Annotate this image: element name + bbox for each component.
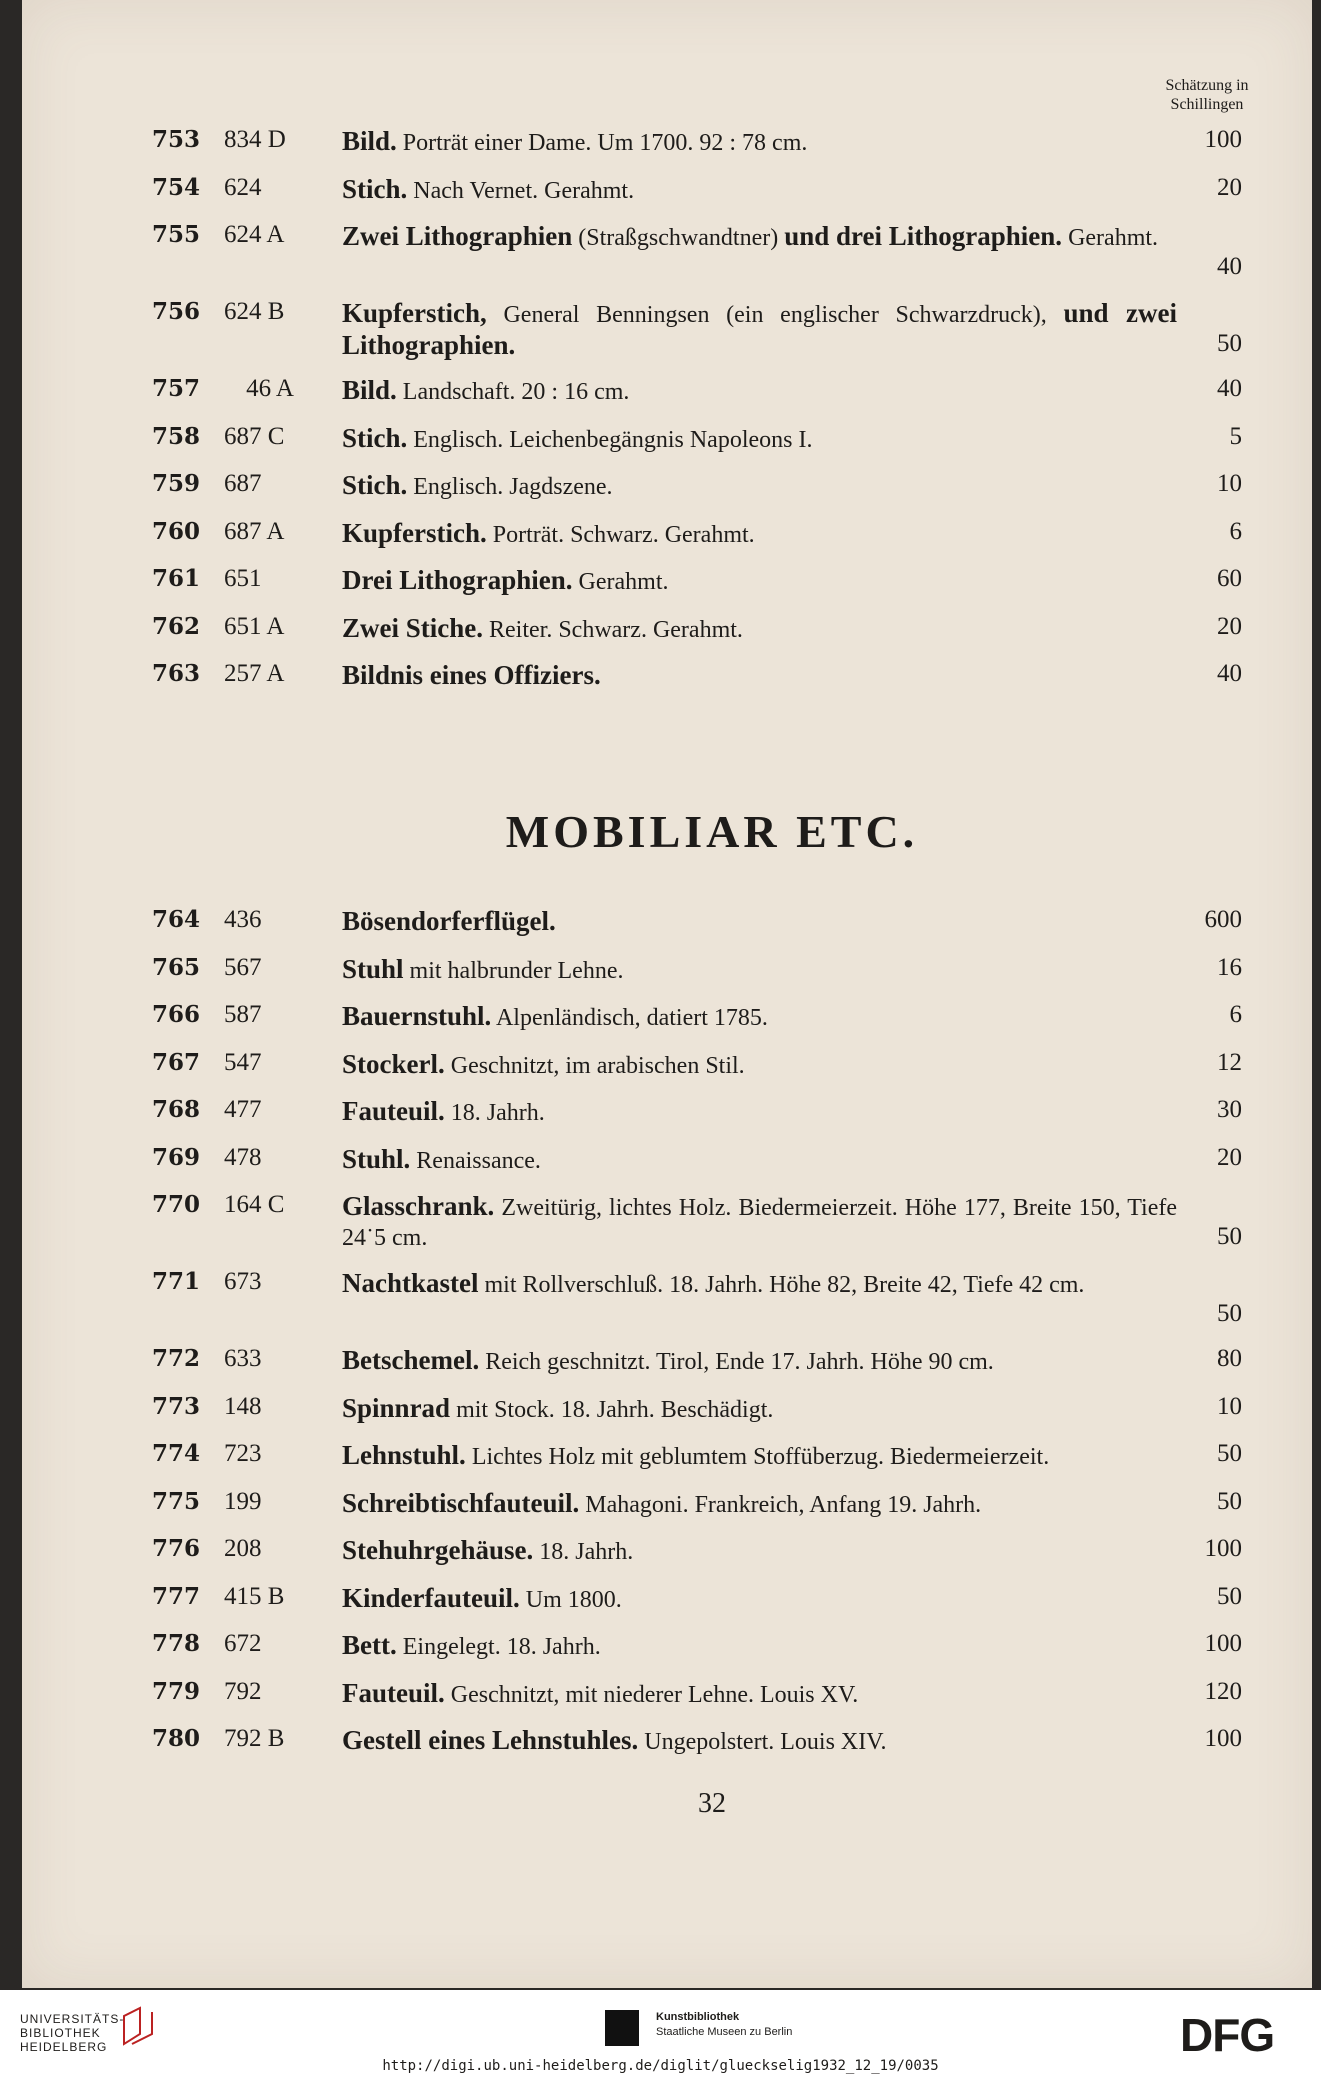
lot-row — [22, 126, 1312, 172]
lot-details: (Straßgschwandtner) — [572, 225, 785, 251]
inventory-number: 436 — [224, 906, 262, 933]
lot-row — [22, 1345, 1312, 1391]
inventory-number: 477 — [224, 1096, 262, 1123]
lot-title: Bild. — [342, 375, 397, 405]
lot-description — [342, 1096, 1177, 1128]
lot-details: Gerahmt. — [572, 569, 669, 595]
inventory-number: 651 — [224, 565, 262, 592]
estimate-price: 600 — [1204, 906, 1242, 933]
lot-description — [342, 1535, 1177, 1567]
lot-row — [22, 1535, 1312, 1581]
lot-row — [22, 613, 1312, 659]
inventory-number: 208 — [224, 1535, 262, 1562]
lot-title: Stockerl. — [342, 1048, 445, 1079]
lot-title: Stuhl. — [342, 1143, 411, 1174]
lot-number: 762 — [152, 612, 201, 640]
estimate-price: 50 — [1217, 330, 1242, 357]
lot-description — [342, 1393, 1177, 1425]
lot-details: Eingelegt. 18. Jahrh. — [396, 1634, 601, 1660]
lot-details: Alpenländisch, datiert 1785. — [491, 1005, 768, 1031]
lot-details: Geschnitzt, im arabischen Stil. — [444, 1052, 745, 1079]
estimate-price: 50 — [1217, 1487, 1242, 1515]
lot-description — [342, 613, 1177, 645]
university-library-logo[interactable] — [20, 2012, 124, 2054]
lot-number: 764 — [152, 906, 201, 933]
estimate-price: 20 — [1217, 173, 1242, 201]
inventory-number: 257 A — [224, 660, 285, 687]
inventory-number: 792 — [224, 1677, 262, 1705]
inventory-number: 478 — [224, 1143, 262, 1171]
inventory-number: 687 — [224, 470, 262, 497]
lot-title: und zwei Lithographien. — [342, 298, 1177, 360]
lot-details: Ungepolstert. Louis XIV. — [638, 1729, 887, 1755]
estimate-price: 40 — [1217, 253, 1242, 280]
lot-description — [342, 906, 1177, 938]
lot-details: Renaissance. — [410, 1147, 541, 1174]
lot-row — [22, 906, 1312, 952]
lot-row — [22, 298, 1312, 376]
lot-row — [22, 1630, 1312, 1676]
estimate-price: 50 — [1217, 1582, 1242, 1610]
lot-row — [22, 1583, 1312, 1629]
lot-details: mit Stock. 18. Jahrh. Beschädigt. — [450, 1396, 774, 1423]
estimate-price: 120 — [1204, 1677, 1242, 1705]
catalog-page — [22, 0, 1312, 1988]
lot-number: 769 — [152, 1143, 201, 1171]
lot-title: Bildnis eines Offiziers. — [342, 660, 601, 690]
lot-row — [22, 1096, 1312, 1142]
lot-details: Mahagoni. Frankreich, Anfang 19. Jahrh. — [579, 1491, 982, 1518]
lot-description — [342, 954, 1177, 986]
lot-row — [22, 1144, 1312, 1190]
lot-row — [22, 1191, 1312, 1269]
lot-row — [22, 423, 1312, 469]
lot-row — [22, 518, 1312, 564]
lot-description — [342, 1345, 1177, 1377]
lot-number: 765 — [152, 953, 201, 981]
lot-title: Kinderfauteuil. — [342, 1582, 520, 1613]
inventory-number: 46 A — [246, 375, 294, 402]
estimate-price: 5 — [1229, 422, 1242, 450]
inventory-number: 651 A — [224, 612, 285, 640]
estimate-price: 40 — [1217, 375, 1242, 402]
inventory-number: 199 — [224, 1487, 262, 1515]
lot-description — [342, 470, 1177, 502]
inventory-number: 624 — [224, 173, 262, 201]
uni-logo-line2: BIBLIOTHEK — [20, 2026, 101, 2040]
lot-number: 757 — [152, 375, 201, 402]
lot-number: 758 — [152, 422, 201, 450]
estimate-column-header — [1132, 76, 1282, 114]
lot-description — [342, 660, 1177, 692]
lot-details: Lichtes Holz mit geblumtem Stoffüberzug. Biedermeierzeit. — [465, 1444, 1050, 1470]
lot-number: 754 — [152, 173, 201, 201]
estimate-price: 50 — [1217, 1223, 1242, 1250]
lot-row — [22, 1440, 1312, 1486]
lot-description — [342, 1583, 1177, 1615]
inventory-number: 672 — [224, 1630, 262, 1657]
kb-label-line1: Kunstbibliothek — [656, 2011, 740, 2023]
estimate-price: 100 — [1204, 1630, 1242, 1657]
inventory-number: 567 — [224, 953, 262, 981]
lot-number: 753 — [152, 126, 201, 153]
lot-title: Drei Lithographien. — [342, 565, 573, 595]
estimate-price: 16 — [1217, 953, 1242, 981]
inventory-number: 587 — [224, 1001, 262, 1028]
lot-description — [342, 375, 1177, 407]
kb-label-line2: Staatliche Museen zu Berlin — [656, 2026, 793, 2038]
lot-title: Fauteuil. — [342, 1096, 445, 1126]
kunstbibliothek-logo-icon — [605, 2010, 639, 2046]
estimate-price: 20 — [1217, 612, 1242, 640]
lot-number: 771 — [152, 1268, 201, 1295]
estimate-price: 100 — [1204, 126, 1242, 153]
lot-title: Nachtkastel — [342, 1268, 479, 1298]
lot-description — [342, 298, 1177, 362]
estimate-price: 10 — [1217, 1392, 1242, 1420]
lot-title: und drei Lithographien. — [784, 221, 1063, 251]
lot-number: 773 — [152, 1392, 201, 1420]
lot-title: Schreibtischfauteuil. — [342, 1487, 580, 1518]
lot-number: 755 — [152, 221, 201, 248]
inventory-number: 687 C — [224, 422, 285, 450]
lot-details: Reich geschnitzt. Tirol, Ende 17. Jahrh. Höhe 90 cm. — [479, 1349, 994, 1375]
lot-title: Zwei Lithographien — [342, 221, 573, 251]
inventory-number: 415 B — [224, 1582, 285, 1610]
estimate-price: 10 — [1217, 470, 1242, 497]
inventory-number: 624 B — [224, 298, 285, 325]
digitization-footer — [0, 1990, 1321, 2085]
lot-title: Betschemel. — [342, 1345, 480, 1375]
lot-description — [342, 174, 1177, 206]
estimate-price: 50 — [1217, 1440, 1242, 1467]
lot-description — [342, 1144, 1177, 1176]
lot-details: Englisch. Leichenbegängnis Napoleons I. — [407, 426, 813, 453]
lot-description — [342, 518, 1177, 550]
lot-title: Zwei Stiche. — [342, 612, 483, 643]
inventory-number: 673 — [224, 1268, 262, 1295]
lot-description — [342, 1268, 1177, 1300]
lot-details: Landschaft. 20 : 16 cm. — [396, 379, 630, 405]
lot-description — [342, 1630, 1177, 1662]
lot-row — [22, 954, 1312, 1000]
permalink-url[interactable]: http://digi.ub.uni-heidelberg.de/diglit/glueckselig1932_12_19/0035 — [382, 2058, 939, 2074]
uni-logo-line3: HEIDELBERG — [20, 2040, 108, 2054]
lot-details: Porträt einer Dame. Um 1700. 92 : 78 cm. — [396, 130, 808, 156]
lot-number: 780 — [152, 1725, 201, 1752]
estimate-price: 40 — [1217, 660, 1242, 687]
lot-details: Reiter. Schwarz. Gerahmt. — [483, 616, 743, 643]
lot-description — [342, 423, 1177, 455]
inventory-number: 148 — [224, 1392, 262, 1420]
inventory-number: 792 B — [224, 1725, 285, 1752]
lot-row — [22, 1488, 1312, 1534]
lot-row — [22, 660, 1312, 706]
lot-details: Geschnitzt, mit niederer Lehne. Louis XV. — [444, 1681, 859, 1708]
lot-details: mit Rollverschluß. 18. Jahrh. Höhe 82, Breite 42, Tiefe 42 cm. — [478, 1272, 1085, 1298]
inventory-number: 834 D — [224, 126, 286, 153]
lot-number: 776 — [152, 1535, 201, 1562]
lot-title: Glasschrank. — [342, 1191, 495, 1221]
inventory-number: 164 C — [224, 1191, 285, 1218]
university-mark-icon — [120, 2004, 156, 2048]
lot-row — [22, 1001, 1312, 1047]
lot-title: Spinnrad — [342, 1392, 451, 1423]
estimate-price: 100 — [1204, 1535, 1242, 1562]
lot-details: mit halbrunder Lehne. — [403, 957, 624, 984]
lot-number: 777 — [152, 1582, 201, 1610]
inventory-number: 723 — [224, 1440, 262, 1467]
lot-title: Kupferstich, — [342, 298, 487, 328]
lot-number: 772 — [152, 1345, 201, 1372]
lot-description — [342, 1001, 1177, 1033]
lot-details: Gerahmt. — [1062, 225, 1159, 251]
lot-description — [342, 1191, 1177, 1253]
lot-number: 766 — [152, 1001, 201, 1028]
estimate-price: 20 — [1217, 1143, 1242, 1171]
lot-row — [22, 470, 1312, 516]
lot-number: 775 — [152, 1487, 201, 1515]
lot-row — [22, 221, 1312, 299]
lot-row — [22, 565, 1312, 611]
section-heading: MOBILIAR ETC. — [505, 806, 919, 857]
lot-row — [22, 174, 1312, 220]
lot-title: Stuhl — [342, 953, 404, 984]
lot-details: Um 1800. — [519, 1586, 622, 1613]
lot-number: 778 — [152, 1630, 201, 1657]
lot-number: 779 — [152, 1677, 201, 1705]
lot-description — [342, 1049, 1177, 1081]
lot-details: Zweitürig, lichtes Holz. Biedermeierzeit. Höhe 177, Breite 150, Tiefe 24˙5 cm. — [342, 1195, 1177, 1251]
inventory-number: 624 A — [224, 221, 285, 248]
lot-title: Bauernstuhl. — [342, 1001, 492, 1031]
lot-title: Stich. — [342, 422, 408, 453]
lot-title: Kupferstich. — [342, 517, 487, 548]
lot-row — [22, 1725, 1312, 1771]
lot-title: Stehuhrgehäuse. — [342, 1535, 534, 1565]
inventory-number: 633 — [224, 1345, 262, 1372]
lot-details: 18. Jahrh. — [444, 1100, 545, 1126]
lot-title: Bild. — [342, 126, 397, 156]
inventory-number: 687 A — [224, 517, 285, 545]
lot-row — [22, 1678, 1312, 1724]
lot-details: Nach Vernet. Gerahmt. — [407, 177, 635, 204]
lot-number: 760 — [152, 517, 201, 545]
estimate-price: 60 — [1217, 565, 1242, 592]
lot-details: General Benningsen (ein englischer Schwarzdruck), — [486, 302, 1064, 328]
lot-title: Gestell eines Lehnstuhles. — [342, 1725, 639, 1755]
lot-title: Stich. — [342, 470, 408, 500]
page-number: 32 — [698, 1788, 726, 1819]
lot-row — [22, 1393, 1312, 1439]
kunstbibliothek-label[interactable] — [656, 2010, 792, 2040]
lot-number: 761 — [152, 565, 201, 592]
dfg-logo[interactable]: DFG — [1180, 2009, 1275, 2061]
estimate-price: 6 — [1229, 517, 1242, 545]
lot-title: Bett. — [342, 1630, 397, 1660]
lot-description — [342, 1488, 1177, 1520]
lot-number: 763 — [152, 660, 201, 687]
lot-number: 767 — [152, 1048, 201, 1076]
estimate-price: 30 — [1217, 1096, 1242, 1123]
estimate-price: 100 — [1204, 1725, 1242, 1752]
uni-logo-line1: UNIVERSITÄTS- — [20, 2012, 125, 2026]
lot-details: Porträt. Schwarz. Gerahmt. — [486, 521, 755, 548]
lot-description — [342, 1440, 1177, 1472]
inventory-number: 547 — [224, 1048, 262, 1076]
lot-title: Fauteuil. — [342, 1677, 445, 1708]
estimate-header-line2: Schillingen — [1170, 96, 1244, 113]
lot-description — [342, 126, 1177, 158]
estimate-price: 80 — [1217, 1345, 1242, 1372]
estimate-header-line1: Schätzung in — [1165, 77, 1249, 94]
lot-row — [22, 375, 1312, 421]
lot-details: Englisch. Jagdszene. — [407, 474, 613, 500]
lot-row — [22, 1268, 1312, 1346]
estimate-price: 12 — [1217, 1048, 1242, 1076]
lot-title: Stich. — [342, 173, 408, 204]
lot-description — [342, 1678, 1177, 1710]
lot-description — [342, 565, 1177, 597]
lot-number: 759 — [152, 470, 201, 497]
lot-number: 768 — [152, 1096, 201, 1123]
lot-title: Bösendorferflügel. — [342, 906, 556, 936]
lot-details: 18. Jahrh. — [533, 1539, 634, 1565]
lot-number: 770 — [152, 1191, 201, 1218]
lot-description — [342, 221, 1177, 253]
estimate-price: 50 — [1217, 1300, 1242, 1327]
lot-row — [22, 1049, 1312, 1095]
lot-number: 756 — [152, 298, 201, 325]
lot-title: Lehnstuhl. — [342, 1440, 466, 1470]
lot-description — [342, 1725, 1177, 1757]
lot-number: 774 — [152, 1440, 201, 1467]
estimate-price: 6 — [1229, 1001, 1242, 1028]
